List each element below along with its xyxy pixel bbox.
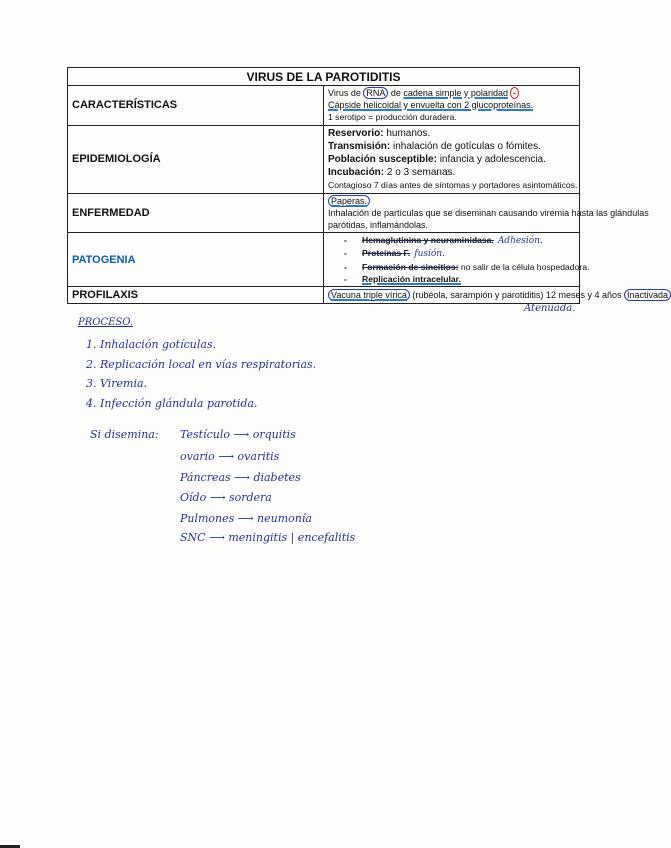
epi-transmision: Transmisión: inhalación de gotículas o fómites. xyxy=(328,140,541,152)
rna-circled: RNA xyxy=(363,87,388,99)
label-profilaxis: PROFILAXIS xyxy=(68,287,324,304)
disemina-item: SNC ⟶ meningitis | encefalitis xyxy=(180,531,356,544)
disemina-label: Si disemina: xyxy=(90,428,159,441)
vacuna-circled: Vacuna triple vírica xyxy=(328,289,410,301)
proceso-step: 1. Inhalación gotículas. xyxy=(86,338,217,351)
inactivada-circled: Inactivada xyxy=(624,289,671,301)
caract-line-2: Cápside helicoidal y envuelta con 2 glucoproteínas. xyxy=(328,100,534,111)
disemina-item: ovario ⟶ ovaritis xyxy=(180,450,280,463)
content-caracteristicas xyxy=(324,86,580,126)
patogenia-list xyxy=(328,234,590,285)
parotiditis-table xyxy=(67,67,669,304)
epi-reservorio: Reservorio: humanos. xyxy=(328,127,431,139)
content-enfermedad xyxy=(324,193,649,233)
table-title: VIRUS DE LA PAROTIDITIS xyxy=(68,68,580,86)
proceso-step: 2. Replicación local en vías respiratorias. xyxy=(86,358,317,371)
patogenia-item: - Hemaglutinina y neuraminidasa. Adhesión. xyxy=(328,234,575,247)
content-patogenia xyxy=(324,233,590,287)
disemina-item: Testículo ⟶ orquitis xyxy=(180,428,296,441)
proceso-step: 3. Viremia. xyxy=(86,377,148,390)
handnote-atenuada: Atenuada. xyxy=(524,303,576,314)
patogenia-item: - Replicación intracelular. xyxy=(328,273,575,285)
epi-poblacion: Población susceptible: infancia y adolescencia. xyxy=(328,153,546,165)
handnote-adhesion: Adhesión. xyxy=(497,236,543,247)
content-profilaxis: Vacuna triple vírica (rubéola, sarampión y parotiditis) 12 meses y 4 años Inactivada xyxy=(324,287,580,304)
caract-line-1: Virus de RNA de cadena simple y polaridad - xyxy=(328,87,575,99)
polarity-sign: - xyxy=(510,87,519,99)
label-caracteristicas: CARACTERÍSTICAS xyxy=(68,86,324,126)
patogenia-item: - Proteínas F. fusión. xyxy=(328,247,575,260)
content-epidemiologia xyxy=(324,125,580,193)
enf-line-3: parótidas, inflamándolas. xyxy=(328,220,429,231)
disemina-item: Páncreas ⟶ diabetes xyxy=(180,471,301,484)
label-enfermedad: ENFERMEDAD xyxy=(68,193,324,233)
proceso-step: 4. Infección glándula parotida. xyxy=(86,397,258,410)
cadena-highlight: cadena simple y polaridad xyxy=(403,88,508,98)
epi-contagioso: Contagioso 7 días antes de síntomas y portadores asintomáticos. xyxy=(328,179,578,190)
epi-incubacion: Incubación: 2 o 3 semanas. xyxy=(328,166,456,178)
paperas-circled: Paperas. xyxy=(328,195,370,207)
patogenia-item: - Formación de sincitios: no salir de la célula hospedadora. xyxy=(328,261,575,273)
disemina-item: Oído ⟶ sordera xyxy=(180,491,272,504)
label-epidemiologia: EPIDEMIOLOGÍA xyxy=(68,125,324,193)
enf-line-2: Inhalación de partículas que se diseminan causando viremia hasta las glándulas xyxy=(328,207,649,218)
handnote-fusion: fusión. xyxy=(414,249,445,260)
proceso-title: PROCESO. xyxy=(78,317,134,328)
label-patogenia: PATOGENIA xyxy=(68,233,324,287)
caract-line-3: 1 serotipo = producción duradera. xyxy=(328,112,457,123)
disemina-item: Pulmones ⟶ neumonía xyxy=(180,512,312,525)
